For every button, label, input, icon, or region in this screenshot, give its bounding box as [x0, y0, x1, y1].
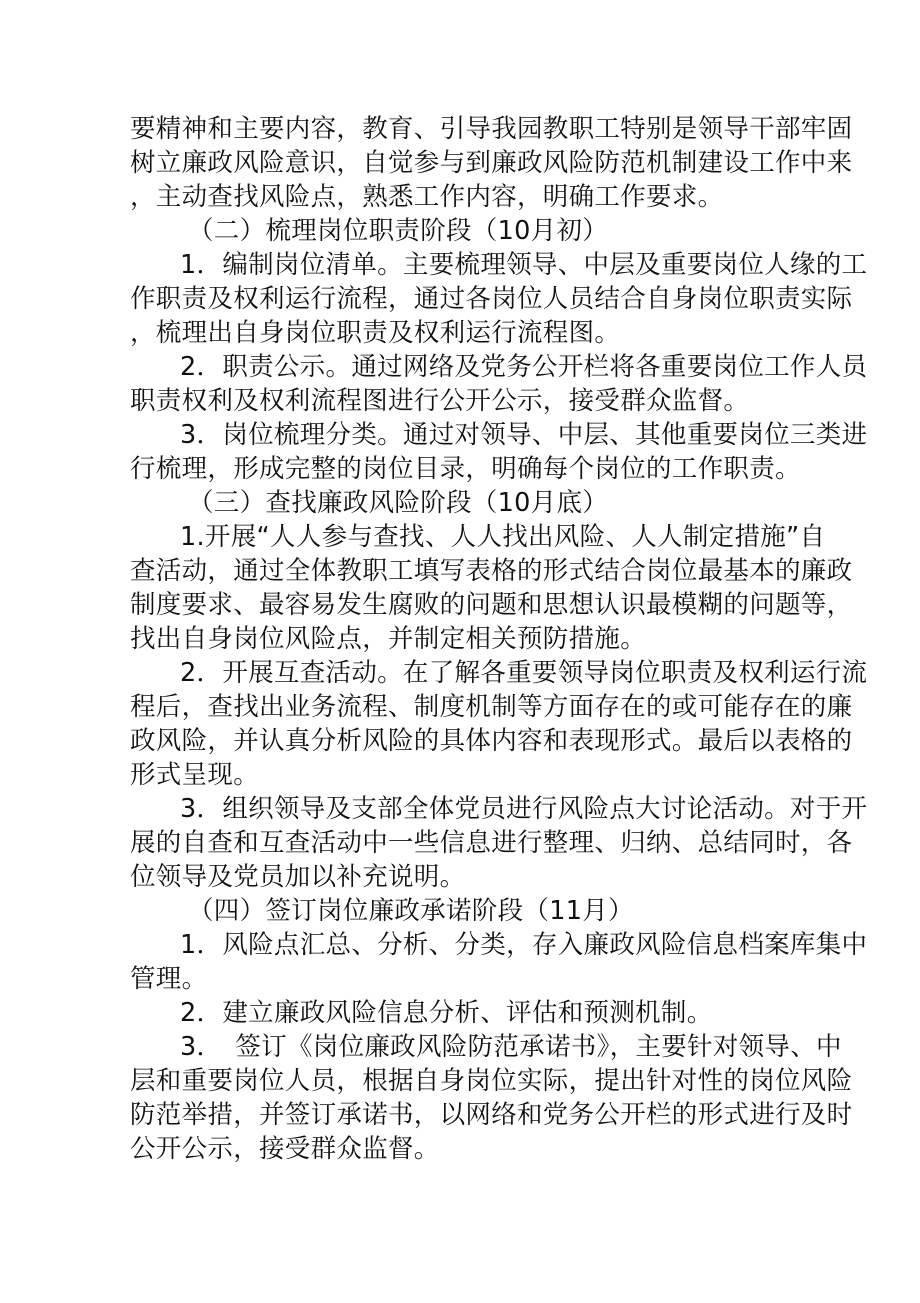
text-line: ，梳理出自身岗位职责及权利运行流程图。 — [130, 318, 621, 348]
text-line: 2．职责公示。通过网络及党务公开栏将各重要岗位工作人员 — [180, 352, 868, 382]
intro-paragraph — [130, 112, 853, 214]
text-line: 公开公示，接受群众监督。 — [130, 1134, 440, 1164]
section4-item-1 — [130, 928, 868, 996]
text-line: 3．岗位梳理分类。通过对领导、中层、其他重要岗位三类进 — [180, 420, 868, 450]
text-line: 制度要求、最容易发生腐败的问题和思想认识最模糊的问题等， — [130, 590, 853, 620]
text-line: 1．风险点汇总、分析、分类，存入廉政风险信息档案库集中 — [180, 930, 868, 960]
text-line: 3． 签订《岗位廉政风险防范承诺书》，主要针对领导、中 — [180, 1032, 842, 1062]
section3-item-2 — [130, 656, 868, 792]
section2-item-2 — [130, 350, 868, 418]
text-line: 形式呈现。 — [130, 760, 260, 790]
text-line: 程后，查找出业务流程、制度机制等方面存在的或可能存在的廉 — [130, 692, 853, 722]
text-line: 作职责及权利运行流程，通过各岗位人员结合自身岗位职责实际 — [130, 284, 853, 314]
text-line: ，主动查找风险点，熟悉工作内容，明确工作要求。 — [130, 182, 724, 212]
section4-item-3 — [130, 1030, 853, 1166]
text-line: 3．组织领导及支部全体党员进行风险点大讨论活动。对于开 — [180, 794, 868, 824]
text-line: 展的自查和互查活动中一些信息进行整理、归纳、总结同时，各 — [130, 828, 853, 858]
text-line: 树立廉政风险意识，自觉参与到廉政风险防范机制建设工作中来 — [130, 148, 853, 178]
text-line: 政风险，并认真分析风险的具体内容和表现形式。最后以表格的 — [130, 726, 853, 756]
text-line: 层和重要岗位人员，根据自身岗位实际，提出针对性的岗位风险 — [130, 1066, 853, 1096]
text-line: 1．编制岗位清单。主要梳理领导、中层及重要岗位人缘的工 — [180, 250, 868, 280]
text-line: 防范举措，并签订承诺书，以网络和党务公开栏的形式进行及时 — [130, 1100, 853, 1130]
text-line: 要精神和主要内容，教育、引导我园教职工特别是领导干部牢固 — [130, 114, 853, 144]
text-line: 2．建立廉政风险信息分析、评估和预测机制。 — [180, 998, 713, 1028]
text-line: 查活动，通过全体教职工填写表格的形式结合岗位最基本的廉政 — [130, 556, 853, 586]
text-line: 职责权利及权利流程图进行公开公示，接受群众监督。 — [130, 386, 750, 416]
text-line: 找出自身岗位风险点，并制定相关预防措施。 — [130, 624, 647, 654]
text-line: 行梳理，形成完整的岗位目录，明确每个岗位的工作职责。 — [130, 454, 801, 484]
document-body — [130, 112, 868, 1166]
section3-item-3 — [130, 792, 868, 894]
section3-item-1 — [130, 520, 853, 656]
text-line: 1.开展“人人参与查找、人人找出风险、人人制定措施”自 — [180, 522, 826, 552]
section4-item-2 — [130, 996, 775, 1030]
text-line: 位领导及党员加以补充说明。 — [130, 862, 466, 892]
text-line: 2．开展互查活动。在了解各重要领导岗位职责及权利运行流 — [180, 658, 868, 688]
text-line: 管理。 — [130, 964, 208, 994]
section-heading-2: （二）梳理岗位职责阶段（10月初） — [188, 216, 609, 246]
section2-item-1 — [130, 248, 868, 350]
section-heading-3: （三）查找廉政风险阶段（10月底） — [188, 488, 609, 518]
section2-item-3 — [130, 418, 868, 486]
section-heading-4: （四）签订岗位廉政承诺阶段（11月） — [188, 896, 634, 926]
